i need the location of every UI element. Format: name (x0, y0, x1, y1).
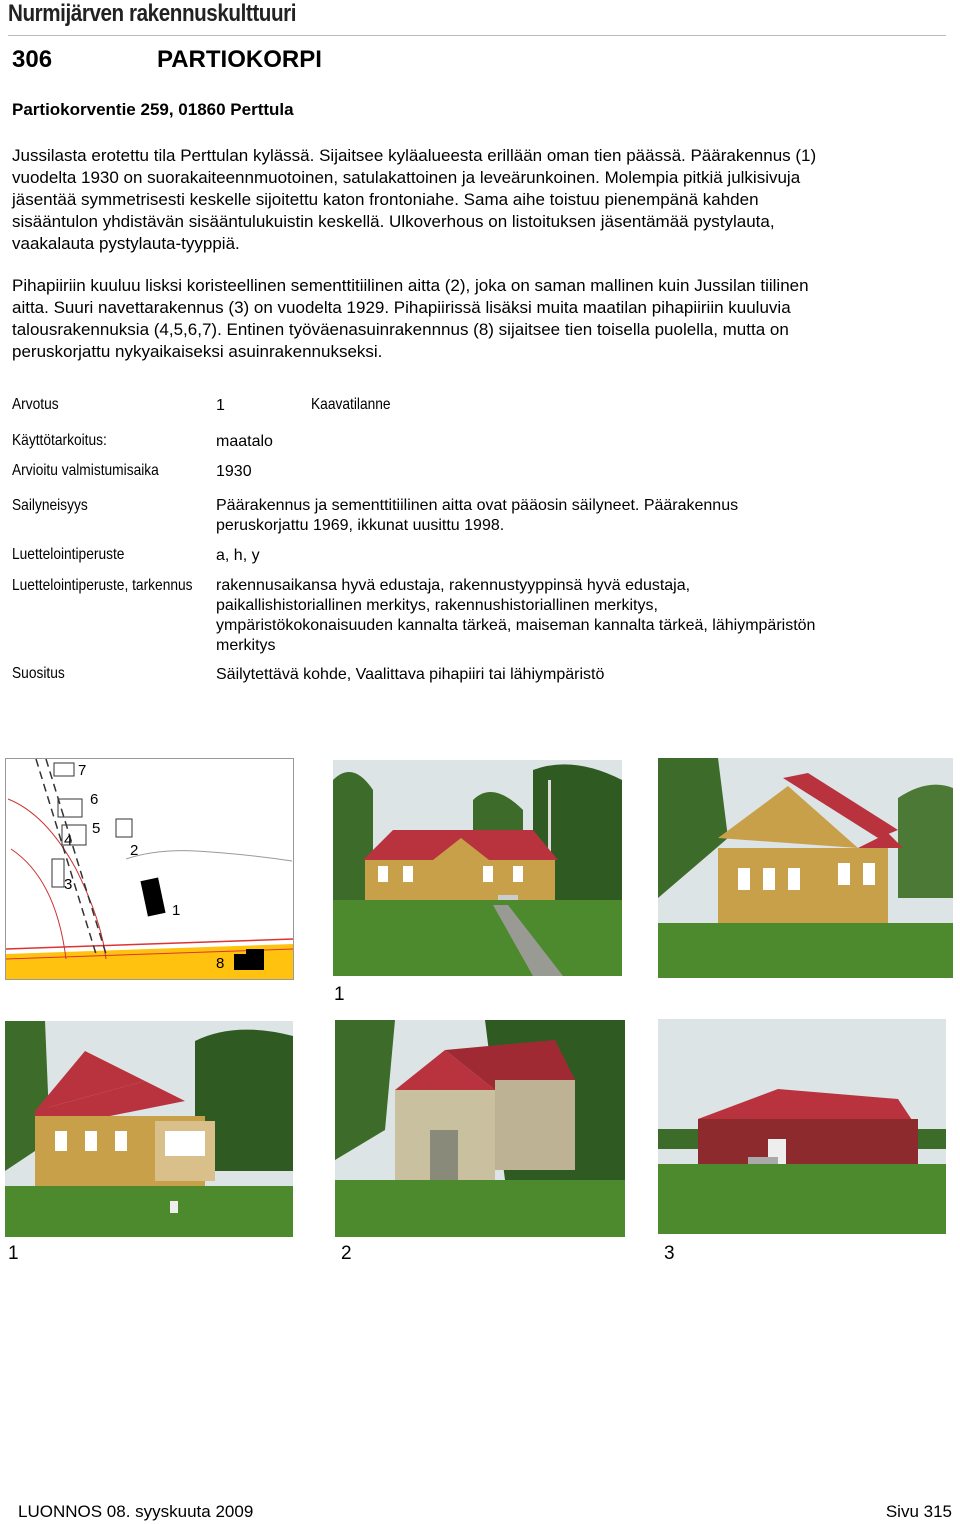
label-sailyneisyys: Sailyneisyys (12, 497, 88, 514)
map-label-6: 6 (90, 791, 99, 808)
value-sailyneisyys: Päärakennus ja sementtitiilinen aitta ovat pääosin säilyneet. Päärakennus peruskorjattu 1969, ikkunat uusittu 1998. (216, 497, 739, 534)
map-label-4: 4 (64, 832, 73, 849)
document-header: Nurmijärven rakennuskulttuuri (8, 0, 297, 27)
label-arvotus: Arvotus (12, 396, 59, 413)
footer-draft-date: LUONNOS 08. syyskuuta 2009 (18, 1502, 254, 1521)
label-luettelointiperuste: Luettelointiperuste (12, 546, 125, 563)
site-map (5, 758, 294, 980)
label-valmistumisaika: Arvioitu valmistumisaika (12, 462, 159, 479)
caption-photo-3: 3 (664, 1243, 675, 1264)
photo-main-building-side (658, 758, 953, 978)
label-kaavatilanne: Kaavatilanne (311, 396, 391, 413)
value-valmistumisaika: 1930 (216, 463, 252, 480)
object-name: PARTIOKORPI (157, 46, 322, 73)
value-luettelointiperuste-tarkennus: rakennusaikansa hyvä edustaja, rakennustyyppinsä hyvä edustaja, paikallishistoriallinen merkitys, rakennushistoriallinen merkitys, ympäristökokonaisuuden kannalta tärkeä, maiseman kannalta tärkeä, lähiympäristön merkitys (216, 577, 816, 654)
photo-barn (658, 1019, 946, 1234)
photo-main-building-corner (5, 1021, 293, 1237)
value-kayttotarkoitus: maatalo (216, 433, 273, 450)
map-label-2: 2 (130, 842, 139, 859)
map-label-5: 5 (92, 820, 101, 837)
header-divider (8, 35, 946, 36)
description-paragraph-2: Pihapiiriin kuuluu lisksi koristeellinen sementtitiilinen aitta (2), joka on saman mallinen kuin Jussilan tiilinen aitta. Suuri navettarakennus (3) on vuodelta 1929. Pihapiirissä lisäksi muita maatilan pihapiiriin kuuluvia talousrakennuksia (4,5,6,7). Entinen työväenasuinrakennnus (8) sijaitsee tien toisella puolella, mutta on peruskorjattu nykyaikaiseksi asuinrakennukseksi. (12, 276, 809, 361)
map-label-1: 1 (172, 902, 181, 919)
photo-granary (335, 1020, 625, 1237)
footer-page-number: Sivu 315 (885, 1502, 952, 1521)
value-arvotus: 1 (216, 397, 225, 414)
label-kayttotarkoitus: Käyttötarkoitus: (12, 432, 107, 449)
map-label-7: 7 (78, 762, 87, 779)
value-suositus: Säilytettävä kohde, Vaalittava pihapiiri tai lähiympäristö (216, 666, 605, 683)
site-map-drawing (6, 759, 293, 979)
caption-photo-1b: 1 (8, 1243, 19, 1264)
label-luettelointiperuste-tarkennus: Luettelointiperuste, tarkennus (12, 577, 193, 594)
label-suositus: Suositus (12, 665, 65, 682)
object-address: Partiokorventie 259, 01860 Perttula (12, 100, 294, 119)
object-number: 306 (12, 46, 53, 73)
map-label-3: 3 (64, 876, 73, 893)
map-label-8: 8 (216, 955, 225, 972)
description-paragraph-1: Jussilasta erotettu tila Perttulan kylässä. Sijaitsee kyläalueesta erillään oman tien päässä. Päärakennus (1) vuodelta 1930 on suorakaiteennmuotoinen, satulakattoinen ja leveärunkoinen. Molempia pitkiä julkisivuja jäsentää symmetrisesti keskelle sijoitettu katon frontoniahe. Sama aihe toistuu pienempänä kahden sisääntulon yhdistävän sisääntulukuistin keskellä. Ulkoverhous on listoituksen jäsentämää pystylauta, vaakalauta pystylauta-tyyppiä. (12, 146, 817, 253)
caption-photo-1: 1 (334, 984, 345, 1005)
value-luettelointiperuste: a, h, y (216, 547, 260, 564)
photo-main-building-front (333, 760, 622, 976)
caption-photo-2: 2 (341, 1243, 352, 1264)
